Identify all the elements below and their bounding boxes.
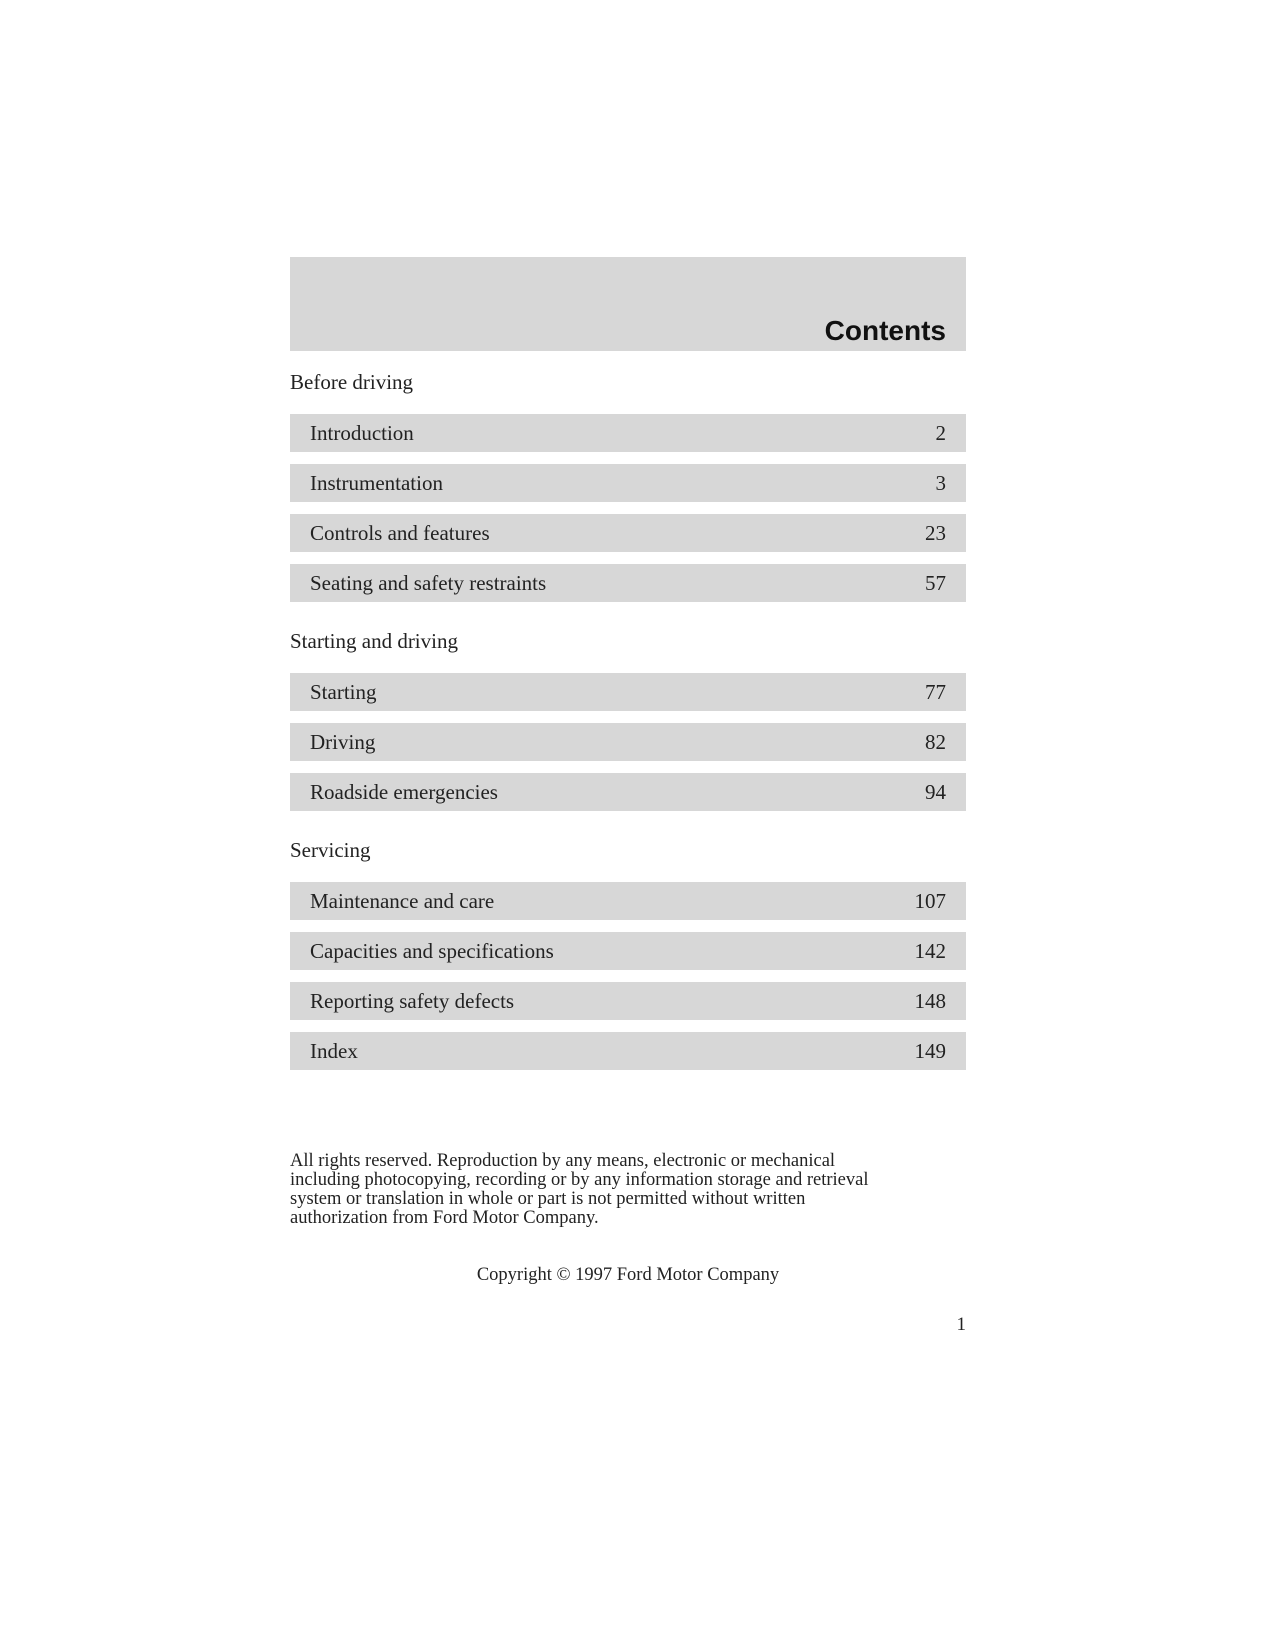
toc-entry-title: Controls and features: [310, 520, 490, 545]
toc-entry-page: 107: [914, 888, 946, 913]
section-label-servicing: Servicing: [290, 838, 371, 862]
section-label-starting-and-driving: Starting and driving: [290, 629, 458, 653]
toc-entry-title: Instrumentation: [310, 470, 443, 495]
rights-notice-line: All rights reserved. Reproduction by any means, electronic or mechanical: [290, 1151, 836, 1171]
toc-entry-page: 23: [925, 520, 946, 545]
rights-notice-line: including photocopying, recording or by any information storage and retrieval: [290, 1170, 869, 1190]
rights-notice-line: system or translation in whole or part is not permitted without written: [290, 1189, 806, 1209]
toc-entry-title: Seating and safety restraints: [310, 570, 547, 595]
toc-entry-page: 149: [914, 1038, 946, 1063]
toc-entry-index[interactable]: [290, 1032, 966, 1070]
toc-entry-title: Driving: [310, 729, 376, 754]
toc-entry-seating-and-safety-restraints[interactable]: [290, 564, 966, 602]
toc-entry-page: 148: [914, 988, 946, 1013]
toc-entry-starting[interactable]: [290, 673, 966, 711]
toc-entry-roadside-emergencies[interactable]: [290, 773, 966, 811]
toc-entry-page: 2: [935, 420, 946, 445]
toc-entry-title: Starting: [310, 679, 377, 704]
toc-entry-driving[interactable]: [290, 723, 966, 761]
toc-entry-controls-and-features[interactable]: [290, 514, 966, 552]
copyright-line: Copyright © 1997 Ford Motor Company: [476, 1265, 780, 1285]
toc-entry-page: 77: [925, 679, 946, 704]
toc-entry-introduction[interactable]: [290, 414, 966, 452]
toc-entry-instrumentation[interactable]: [290, 464, 966, 502]
toc-entry-page: 57: [925, 570, 946, 595]
contents-header-band: [290, 257, 966, 351]
toc-entry-page: 94: [925, 779, 946, 804]
toc-entry-title: Reporting safety defects: [310, 988, 515, 1013]
toc-entry-maintenance-and-care[interactable]: [290, 882, 966, 920]
toc-entry-title: Maintenance and care: [310, 888, 495, 913]
toc-entry-page: 82: [925, 729, 946, 754]
toc-entry-title: Capacities and specifications: [310, 938, 554, 963]
toc-entry-title: Introduction: [310, 420, 414, 445]
rights-notice-line: authorization from Ford Motor Company.: [290, 1208, 599, 1228]
page-number: 1: [956, 1314, 966, 1335]
page-title: Contents: [824, 315, 946, 346]
toc-entry-title: Roadside emergencies: [310, 779, 498, 804]
section-label-before-driving: Before driving: [290, 370, 414, 394]
toc-entry-page: 3: [935, 470, 946, 495]
toc-entry-reporting-safety-defects[interactable]: [290, 982, 966, 1020]
toc-entry-capacities-and-specifications[interactable]: [290, 932, 966, 970]
rights-notice: [290, 1152, 970, 1228]
toc-entry-title: Index: [310, 1038, 358, 1063]
toc-entry-page: 142: [914, 938, 946, 963]
